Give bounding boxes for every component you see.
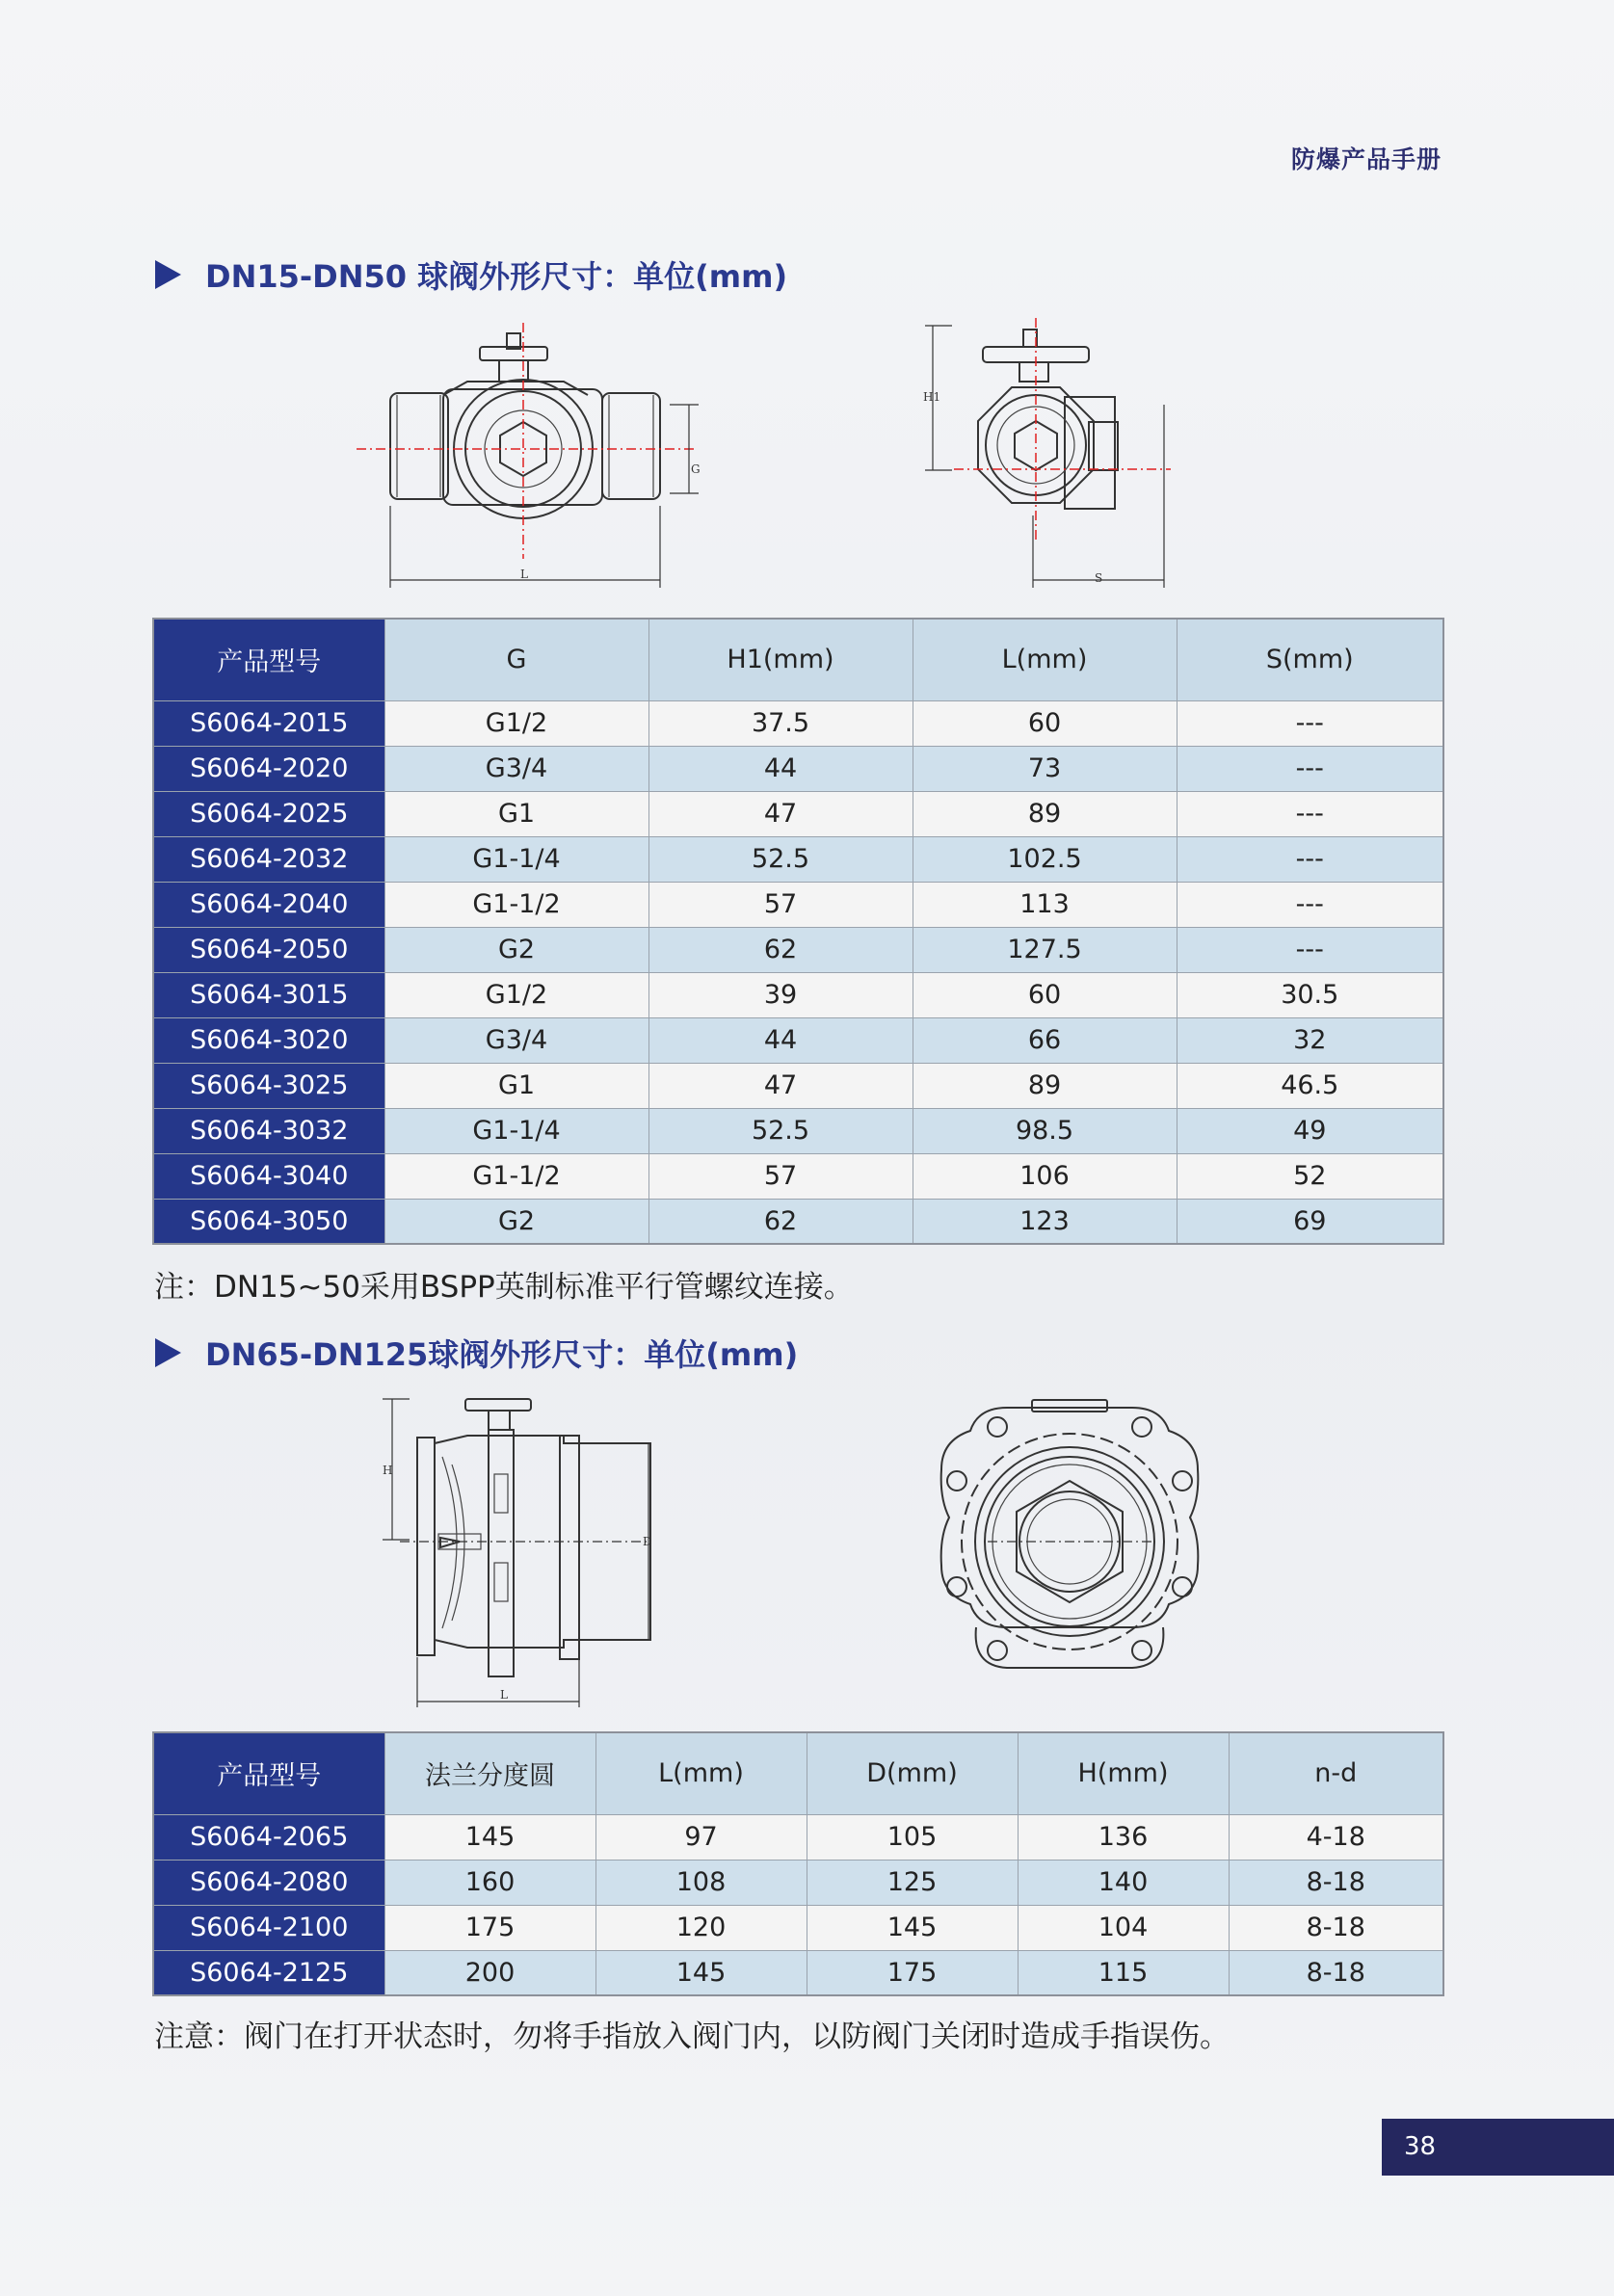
table-cell: G1 (384, 791, 648, 836)
table-cell: G2 (384, 1199, 648, 1244)
spec-table-dn15-dn50 (152, 618, 1444, 1245)
model-cell: S6064-2015 (153, 700, 384, 746)
section-title-dn65-dn125 (155, 1331, 798, 1375)
table-cell: 37.5 (648, 700, 913, 746)
table-row (153, 1017, 1443, 1063)
table-cell: 8-18 (1229, 1860, 1443, 1905)
table-row (153, 1199, 1443, 1244)
table-cell: 145 (595, 1950, 807, 1995)
table-header-row (153, 619, 1443, 700)
dim-label-l: L (520, 567, 528, 581)
table-cell: G3/4 (384, 746, 648, 791)
page-number-tab (1382, 2119, 1614, 2176)
table-cell: 125 (807, 1860, 1018, 1905)
model-cell: S6064-3015 (153, 972, 384, 1017)
table-cell: 105 (807, 1814, 1018, 1860)
header-cell: G (384, 619, 648, 700)
table-cell: G1-1/2 (384, 1153, 648, 1199)
model-cell: S6064-2032 (153, 836, 384, 882)
table-cell: 89 (913, 791, 1177, 836)
table-cell: 8-18 (1229, 1950, 1443, 1995)
model-cell: S6064-3020 (153, 1017, 384, 1063)
table-cell: G1/2 (384, 700, 648, 746)
header-cell: D(mm) (807, 1732, 1018, 1814)
model-cell: S6064-3025 (153, 1063, 384, 1108)
dim-label-h1: H1 (923, 390, 941, 404)
header-cell: 产品型号 (153, 619, 384, 700)
flanged-valve-front-drawing (930, 1392, 1209, 1681)
table-cell: 145 (807, 1905, 1018, 1950)
table-cell: --- (1177, 791, 1443, 836)
table-cell: G1 (384, 1063, 648, 1108)
section-marker-icon (155, 1338, 181, 1367)
table-cell: 108 (595, 1860, 807, 1905)
ball-valve-front-drawing (347, 318, 713, 593)
table-cell: 200 (384, 1950, 595, 1995)
model-cell: S6064-2080 (153, 1860, 384, 1905)
header-cell: L(mm) (913, 619, 1177, 700)
table-cell: 60 (913, 700, 1177, 746)
table-cell: 30.5 (1177, 972, 1443, 1017)
table-cell: 113 (913, 882, 1177, 927)
table-cell: 123 (913, 1199, 1177, 1244)
table-cell: 89 (913, 1063, 1177, 1108)
dim-label-s: S (1095, 571, 1103, 585)
table-cell: 66 (913, 1017, 1177, 1063)
header-cell: H1(mm) (648, 619, 913, 700)
section-title-dn15-dn50 (155, 252, 787, 297)
table-cell: 47 (648, 791, 913, 836)
model-cell: S6064-2050 (153, 927, 384, 972)
model-cell: S6064-3050 (153, 1199, 384, 1244)
table-cell: 57 (648, 1153, 913, 1199)
table-cell: 69 (1177, 1199, 1443, 1244)
model-cell: S6064-3032 (153, 1108, 384, 1153)
table-cell: 62 (648, 927, 913, 972)
table-cell: 60 (913, 972, 1177, 1017)
table-cell: 140 (1018, 1860, 1229, 1905)
table-cell: --- (1177, 882, 1443, 927)
table-cell: 127.5 (913, 927, 1177, 972)
model-cell: S6064-2040 (153, 882, 384, 927)
table-cell: 73 (913, 746, 1177, 791)
table-cell: 8-18 (1229, 1905, 1443, 1950)
table-cell: 175 (384, 1905, 595, 1950)
header-cell: 产品型号 (153, 1732, 384, 1814)
dim-label-d: D (643, 1535, 652, 1548)
table-cell: G1-1/4 (384, 1108, 648, 1153)
table-row (153, 700, 1443, 746)
table-cell: 46.5 (1177, 1063, 1443, 1108)
table-cell: 4-18 (1229, 1814, 1443, 1860)
table-cell: 115 (1018, 1950, 1229, 1995)
table-cell: 57 (648, 882, 913, 927)
page-number: 38 (1404, 2132, 1437, 2161)
table-cell: 44 (648, 1017, 913, 1063)
table-cell: 104 (1018, 1905, 1229, 1950)
table-header-row (153, 1732, 1443, 1814)
dim-label-l2: L (500, 1688, 508, 1702)
header-title: 防爆产品手册 (1290, 145, 1442, 173)
spec-table-dn65-dn125 (152, 1731, 1444, 1996)
table-cell: 106 (913, 1153, 1177, 1199)
table-cell: 32 (1177, 1017, 1443, 1063)
note-bspp: 注：DN15~50采用BSPP英制标准平行管螺纹连接。 (154, 1270, 854, 1305)
table-cell: 39 (648, 972, 913, 1017)
table-row (153, 1814, 1443, 1860)
table-cell: 136 (1018, 1814, 1229, 1860)
table-row (153, 1860, 1443, 1905)
table-row (153, 1950, 1443, 1995)
section-marker-icon (155, 260, 181, 289)
model-cell: S6064-2100 (153, 1905, 384, 1950)
table-cell: --- (1177, 746, 1443, 791)
table-cell: 98.5 (913, 1108, 1177, 1153)
table-cell: 52.5 (648, 1108, 913, 1153)
table-cell: 52.5 (648, 836, 913, 882)
table-cell: --- (1177, 700, 1443, 746)
model-cell: S6064-3040 (153, 1153, 384, 1199)
table-row (153, 927, 1443, 972)
table-cell: 102.5 (913, 836, 1177, 882)
table-cell: 145 (384, 1814, 595, 1860)
table-row (153, 1108, 1443, 1153)
table-cell: 47 (648, 1063, 913, 1108)
table-cell: 160 (384, 1860, 595, 1905)
flanged-valve-side-drawing (381, 1387, 670, 1720)
table-cell: 49 (1177, 1108, 1443, 1153)
dim-label-g: G (691, 462, 701, 476)
table-cell: 97 (595, 1814, 807, 1860)
table-cell: 62 (648, 1199, 913, 1244)
table-row (153, 1153, 1443, 1199)
model-cell: S6064-2065 (153, 1814, 384, 1860)
header-cell: L(mm) (595, 1732, 807, 1814)
header-cell: n-d (1229, 1732, 1443, 1814)
table-cell: G1/2 (384, 972, 648, 1017)
header-cell: H(mm) (1018, 1732, 1229, 1814)
model-cell: S6064-2020 (153, 746, 384, 791)
table-cell: 175 (807, 1950, 1018, 1995)
model-cell: S6064-2025 (153, 791, 384, 836)
table-cell: G1-1/2 (384, 882, 648, 927)
table-row (153, 836, 1443, 882)
table-row (153, 791, 1443, 836)
table-cell: G2 (384, 927, 648, 972)
table-cell: 120 (595, 1905, 807, 1950)
table-cell: 52 (1177, 1153, 1443, 1199)
table-cell: G3/4 (384, 1017, 648, 1063)
dim-label-h: H (383, 1464, 393, 1477)
table-cell: G1-1/4 (384, 836, 648, 882)
section-title-text: DN65-DN125球阀外形尺寸：单位(mm) (205, 1336, 799, 1373)
model-cell: S6064-2125 (153, 1950, 384, 1995)
table-row (153, 746, 1443, 791)
table-row (153, 1063, 1443, 1108)
ball-valve-side-drawing (915, 308, 1176, 593)
section-title-text: DN15-DN50 球阀外形尺寸：单位(mm) (205, 258, 788, 295)
table-cell: --- (1177, 836, 1443, 882)
table-row (153, 972, 1443, 1017)
header-cell: 法兰分度圆 (384, 1732, 595, 1814)
table-cell: --- (1177, 927, 1443, 972)
table-cell: 44 (648, 746, 913, 791)
safety-note: 注意：阀门在打开状态时，勿将手指放入阀门内，以防阀门关闭时造成手指误伤。 (154, 2019, 1230, 2054)
table-row (153, 1905, 1443, 1950)
table-row (153, 882, 1443, 927)
header-cell: S(mm) (1177, 619, 1443, 700)
